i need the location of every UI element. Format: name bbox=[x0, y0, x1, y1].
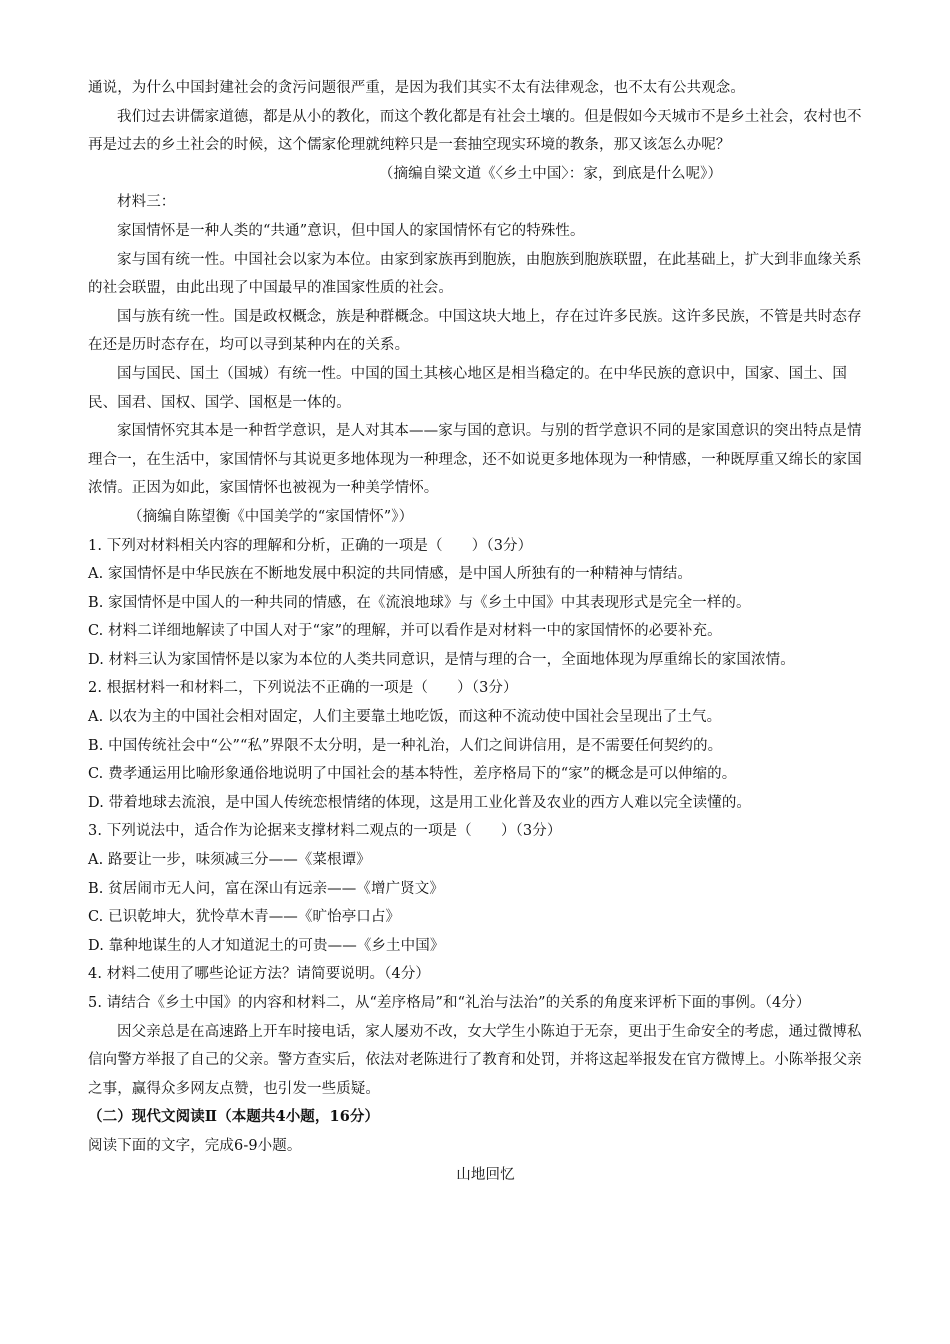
material2-paragraph-tail: 通说，为什么中国封建社会的贪污问题很严重，是因为我们其实不太有法律观念，也不太有公共观念。 bbox=[88, 80, 745, 96]
question-1-option-a: A. 家国情怀是中华民族在不断地发展中积淀的共同情感，是中国人所独有的一种精神与情结。 bbox=[88, 566, 692, 583]
question-2-option-b: B. 中国传统社会中“公”“私”界限不太分明，是一种礼治，人们之间讲信用，是不需要任何契约的。 bbox=[88, 737, 723, 754]
question-1-option-d: D. 材料三认为家国情怀是以家为本位的人类共同意识，是情与理的合一，全面地体现为厚重绵长的家国浓情。 bbox=[88, 651, 795, 668]
material2-paragraph-last: 我们过去讲儒家道德，都是从小的教化，而这个教化都是有社会土壤的。但是假如今天城市不是乡土社会，农村也不再是过去的乡土社会的时候，这个儒家伦理就纯粹只是一套抽空现实环境的教条，那又该怎么办呢？ bbox=[88, 108, 862, 154]
question-3-option-a: A. 路要让一步，味须减三分——《菜根谭》 bbox=[88, 852, 371, 869]
section-2-instruction: 阅读下面的文字，完成6-9小题。 bbox=[88, 1137, 302, 1154]
material3-paragraph: 国与国民、国土（国城）有统一性。中国的国土其核心地区是相当稳定的。在中华民族的意识中，国家、国土、国民、国君、国权、国学、国枢是一体的。 bbox=[88, 365, 847, 411]
question-3-option-d: D. 靠种地谋生的人才知道泥土的可贵——《乡土中国》 bbox=[88, 937, 445, 954]
material3-source: （摘编自陈望衡《中国美学的“家国情怀”》） bbox=[128, 508, 414, 525]
material3-heading: 材料三： bbox=[117, 194, 176, 211]
question-1-option-c: C. 材料二详细地解读了中国人对于“家”的理解，并可以看作是对材料一中的家国情怀的必要补充。 bbox=[88, 623, 722, 640]
material3-paragraph: 家与国有统一性。中国社会以家为本位。由家到家族再到胞族，由胞族到胞族联盟，在此基础上，扩大到非血缘关系的社会联盟，由此出现了中国最早的准国家性质的社会。 bbox=[88, 251, 862, 297]
question-1-stem: 1. 下列对材料相关内容的理解和分析，正确的一项是（ ）（3分） bbox=[88, 537, 533, 554]
material3-paragraph: 家国情怀是一种人类的“共通”意识，但中国人的家国情怀有它的特殊性。 bbox=[117, 222, 585, 239]
material3-paragraph: 家国情怀究其本是一种哲学意识，是人对其本——家与国的意识。与别的哲学意识不同的是家国意识的突出特点是情理合一，在生活中，家国情怀与其说更多地体现为一种理念，还不如说更多地体现为一种情感，一种既厚重又绵长的家国浓情。正因为如此，家国情怀也被视为一种美学情怀。 bbox=[88, 423, 862, 497]
passage-title: 山地回忆 bbox=[456, 1166, 515, 1183]
question-5-case: 因父亲总是在高速路上开车时接电话，家人屡劝不改，女大学生小陈迫于无奈，更出于生命安全的考虑，通过微博私信向警方举报了自己的父亲。警方查实后，依法对老陈进行了教育和处罚，并将这起举报发在官方微博上。小陈举报父亲之事，赢得众多网友点赞，也引发一些质疑。 bbox=[88, 1023, 862, 1097]
question-5-stem: 5. 请结合《乡土中国》的内容和材料二，从“差序格局”和“礼治与法治”的关系的角度来评析下面的事例。（4分） bbox=[88, 995, 811, 1011]
question-2-stem: 2. 根据材料一和材料二，下列说法不正确的一项是（ ）（3分） bbox=[88, 680, 518, 697]
question-3-option-b: B. 贫居闹市无人问，富在深山有远亲——《增广贤文》 bbox=[88, 880, 444, 897]
question-2-option-d: D. 带着地球去流浪，是中国人传统恋根情绪的体现，这是用工业化普及农业的西方人难以完全读懂的。 bbox=[88, 794, 752, 811]
question-3-stem: 3. 下列说法中，适合作为论据来支撑材料二观点的一项是（ ）（3分） bbox=[88, 823, 562, 840]
material3-paragraph: 国与族有统一性。国是政权概念，族是种群概念。中国这块大地上，存在过许多民族。这许多民族，不管是共时态存在还是历时态存在，均可以寻到某种内在的关系。 bbox=[88, 308, 862, 354]
question-2-option-c: C. 费孝通运用比喻形象通俗地说明了中国社会的基本特性，差序格局下的“家”的概念是可以伸缩的。 bbox=[88, 766, 737, 783]
question-1-option-b: B. 家国情怀是中国人的一种共同的情感，在《流浪地球》与《乡土中国》中其表现形式是完全一样的。 bbox=[88, 594, 751, 611]
material2-source: （摘编自梁文道《〈乡土中国〉：家，到底是什么呢》） bbox=[378, 165, 723, 182]
section-2-heading: （二）现代文阅读Ⅱ（本题共4小题，16分） bbox=[88, 1108, 380, 1126]
question-4-stem: 4. 材料二使用了哪些论证方法？请简要说明。（4分） bbox=[88, 966, 431, 983]
question-2-option-a: A. 以农为主的中国社会相对固定，人们主要靠土地吃饭，而这种不流动使中国社会呈现出了土气。 bbox=[88, 709, 722, 726]
question-3-option-c: C. 已识乾坤大，犹怜草木青——《旷怡亭口占》 bbox=[88, 909, 401, 926]
exam-page bbox=[88, 74, 863, 1189]
